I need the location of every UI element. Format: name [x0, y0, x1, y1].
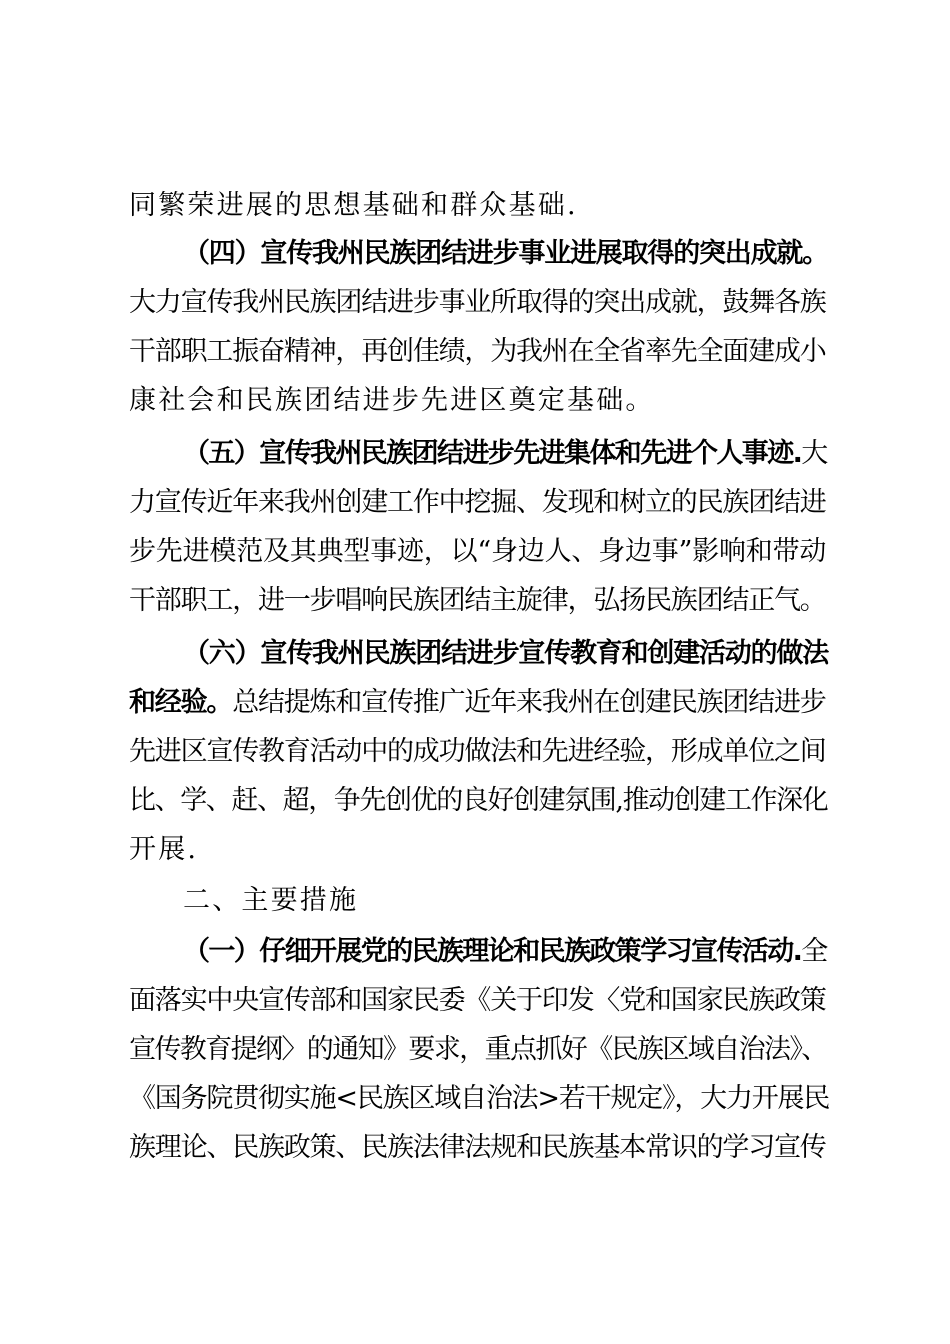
text-line: [129, 327, 829, 377]
text-line: [129, 376, 829, 426]
text-line: [129, 1123, 829, 1173]
body-text: 干部职工振奋精神，再创佳绩，为我州在全省率先全面建成小: [129, 336, 826, 367]
body-text: 全: [801, 936, 827, 967]
body-text: 二、主要措施: [183, 885, 359, 916]
text-line: [129, 478, 829, 528]
section-heading-one: [183, 927, 829, 977]
text-line: [129, 678, 829, 728]
text-line: [129, 825, 829, 875]
bold-text: （五）宣传我州民族团结进步先进集体和先进个人事迹.: [183, 438, 802, 469]
body-text: 力宣传近年来我州创建工作中挖掘、发现和树立的民族团结进: [129, 487, 826, 518]
body-text: 总结提炼和宣传推广近年来我州在创建民族团结进步: [232, 687, 826, 718]
body-text: 开展.: [129, 834, 199, 865]
chapter-heading-measures: [183, 876, 829, 926]
bold-text: （四）宣传我州民族团结进步事业进展取得的突出成就。: [183, 238, 828, 269]
body-text: 宣传教育提纲〉的通知》要求，重点抓好《民族区域自治法》、: [129, 1034, 827, 1065]
section-heading-five: [183, 429, 829, 479]
body-text: 大力宣传我州民族团结进步事业所取得的突出成就，鼓舞各族: [129, 287, 826, 318]
body-text: 族理论、民族政策、民族法律法规和民族基本常识的学习宣传: [129, 1132, 826, 1163]
text-line: [129, 1025, 829, 1075]
text-line: [129, 181, 829, 231]
section-heading-six: [183, 629, 829, 679]
bold-text: 和经验。: [129, 687, 233, 718]
body-text: 面落实中央宣传部和国家民委《关于印发〈党和国家民族政策: [129, 985, 826, 1016]
body-text: 步先进模范及其典型事迹，以“身边人、身边事”影响和带动: [129, 536, 827, 567]
text-line: [129, 1074, 829, 1124]
body-text: 大: [801, 438, 827, 469]
body-text: 《国务院贯彻实施<民族区域自治法>若干规定》，大力开展民: [129, 1083, 830, 1114]
body-text: 比、学、赶、超，争先创优的良好创建氛围,推动创建工作深化: [129, 785, 828, 816]
section-heading-four: [183, 229, 829, 279]
body-text: 康社会和民族团结进步先进区奠定基础。: [129, 385, 655, 416]
text-line: [129, 776, 829, 826]
text-line: [129, 727, 829, 777]
bold-text: （一）仔细开展党的民族理论和民族政策学习宣传活动.: [183, 936, 802, 967]
body-text: 干部职工，进一步唱响民族团结主旋律，弘扬民族团结正气。: [129, 585, 826, 616]
text-line: [129, 976, 829, 1026]
body-text: 同繁荣进展的思想基础和群众基础.: [129, 190, 578, 221]
body-text: 先进区宣传教育活动中的成功做法和先进经验，形成单位之间: [129, 736, 826, 767]
text-line: [129, 527, 829, 577]
text-line: [129, 278, 829, 328]
bold-text: （六）宣传我州民族团结进步宣传教育和创建活动的做法: [183, 638, 828, 669]
text-line: [129, 576, 829, 626]
